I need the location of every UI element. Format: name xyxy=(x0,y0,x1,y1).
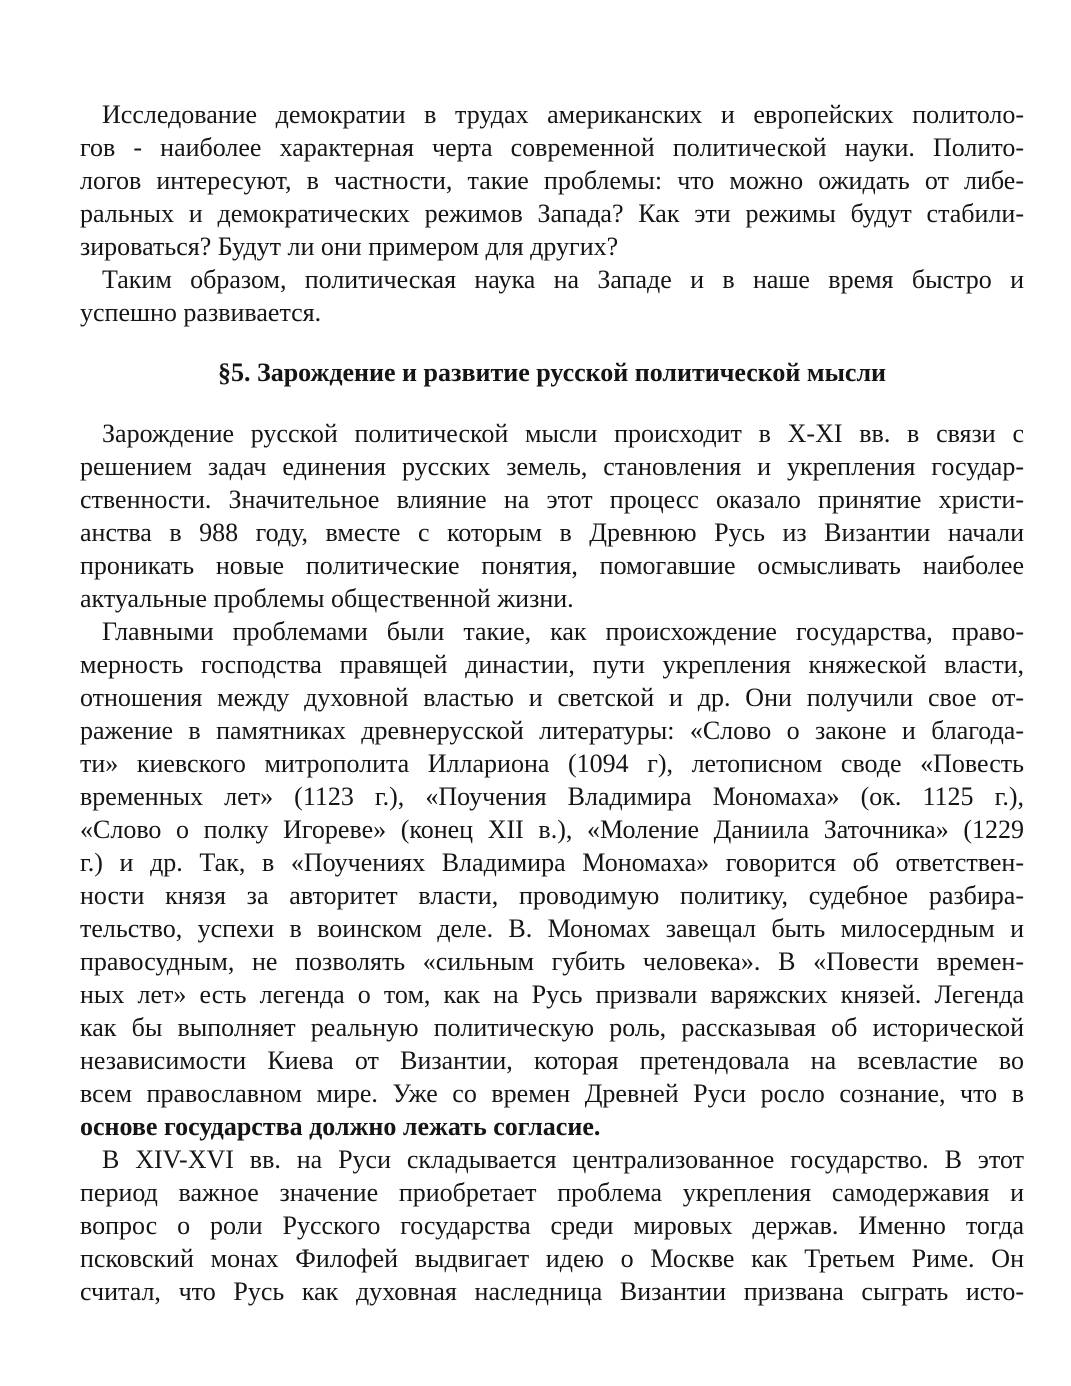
text-line: псковский монах Филофей выдвигает идею о Москве как Третьем Риме. Он xyxy=(80,1244,1024,1273)
text-line: проникать новые политические понятия, помогавшие осмысливать наиболее xyxy=(80,551,1024,580)
text-line: правосудным, не позволять «сильным губить человека». В «Повести времен- xyxy=(80,947,1024,976)
text-line: вопрос о роли Русского государства среди мировых держав. Именно тогда xyxy=(80,1211,1024,1240)
text-line: зироваться? Будут ли они примером для других? xyxy=(80,232,619,261)
text-line-bold xyxy=(80,1110,1024,1143)
text-line: мерность господства правящей династии, пути укрепления княжеской власти, xyxy=(80,650,1024,679)
text-line: как бы выполняет реальную политическую роль, рассказывая об исторической xyxy=(80,1013,1024,1042)
document-page xyxy=(80,98,1024,1308)
text-line: анства в 988 году, вместе с которым в Древнюю Русь из Византии начали xyxy=(80,518,1024,547)
paragraph-main-problems xyxy=(80,615,1024,1143)
text-line: «Слово о полку Игореве» (конец XII в.), «Моление Даниила Заточника» (1229 xyxy=(80,815,1024,844)
section-heading: §5. Зарождение и развитие русской политической мысли xyxy=(217,358,887,387)
paragraph-conclusion xyxy=(80,263,1024,329)
text-line: ности князя за авторитет власти, проводимую политику, судебное разбира- xyxy=(80,881,1024,910)
text-line: гов - наиболее характерная черта современной политической науки. Полито- xyxy=(80,133,1024,162)
text-line: В XIV-XVI вв. на Руси складывается централизованное государство. В этот xyxy=(102,1145,1024,1174)
paragraph-democracy-research xyxy=(80,98,1024,263)
text-line: отношения между духовной властью и светской и др. Они получили свое от- xyxy=(80,683,1024,712)
text-line: тельство, успехи в воинском деле. В. Мономах завещал быть милосердным и xyxy=(80,914,1024,943)
text-line: успешно развивается. xyxy=(80,298,322,327)
bold-emphasis: основе государства должно лежать согласие. xyxy=(80,1112,601,1141)
text-line: период важное значение приобретает проблема укрепления самодержавия и xyxy=(80,1178,1024,1207)
text-line: ти» киевского митрополита Иллариона (1094 г), летописном своде «Повесть xyxy=(80,749,1024,778)
text-line: ражение в памятниках древнерусской литературы: «Слово о законе и благода- xyxy=(80,716,1024,745)
text-line: считал, что Русь как духовная наследница Византии призвана сыграть исто- xyxy=(80,1277,1024,1306)
text-line: ных лет» есть легенда о том, как на Русь призвали варяжских князей. Легенда xyxy=(80,980,1024,1009)
text-line: всем православном мире. Уже со времен Древней Руси росло сознание, что в xyxy=(80,1079,1024,1108)
text-line: временных лет» (1123 г.), «Поучения Владимира Мономаха» (ок. 1125 г.), xyxy=(80,782,1024,811)
text-line: ственности. Значительное влияние на этот процесс оказало принятие христи- xyxy=(80,485,1024,514)
text-line: Исследование демократии в трудах американских и европейских политоло- xyxy=(102,100,1024,129)
text-line: Зарождение русской политической мысли происходит в X-XI вв. в связи с xyxy=(102,419,1024,448)
paragraph-centralized-state xyxy=(80,1143,1024,1308)
text-line: независимости Киева от Византии, которая претендовала на всевластие во xyxy=(80,1046,1024,1075)
text-line: г.) и др. Так, в «Поучениях Владимира Мономаха» говорится об ответствен- xyxy=(80,848,1024,877)
text-line: ральных и демократических режимов Запада? Как эти режимы будут стабили- xyxy=(80,199,1024,228)
paragraph-origins xyxy=(80,417,1024,615)
text-line: Таким образом, политическая наука на Западе и в наше время быстро и xyxy=(102,265,1024,294)
text-line: решением задач единения русских земель, становления и укрепления государ- xyxy=(80,452,1024,481)
text-line: Главными проблемами были такие, как происхождение государства, право- xyxy=(102,617,1024,646)
text-line: актуальные проблемы общественной жизни. xyxy=(80,584,574,613)
text-line: логов интересуют, в частности, такие проблемы: что можно ожидать от либе- xyxy=(80,166,1024,195)
